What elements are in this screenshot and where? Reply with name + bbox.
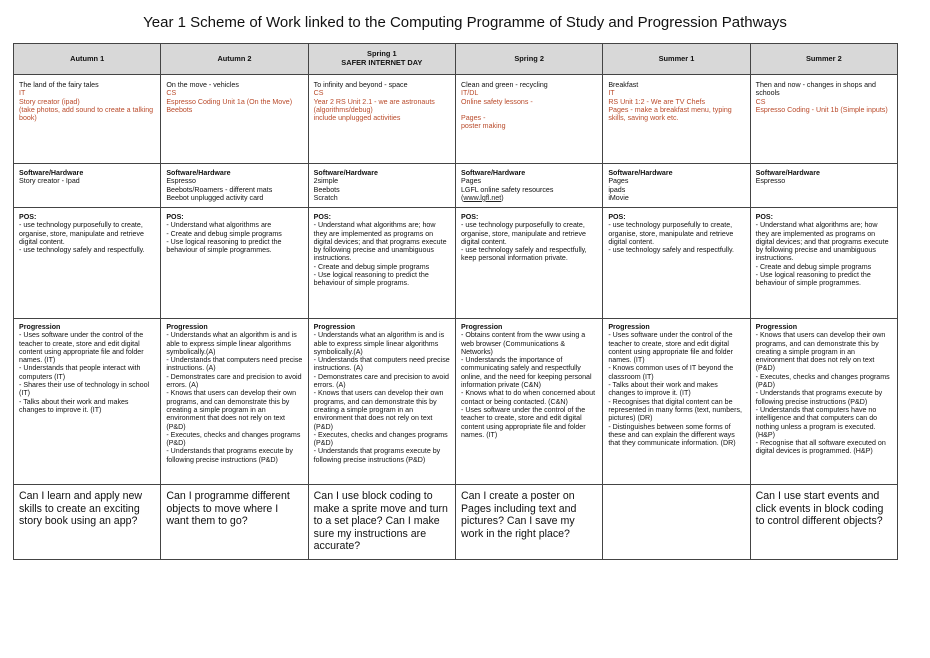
software-item: LGFL online safety resources (460, 185, 554, 194)
topic-title: Then and now - changes in shops and schools (755, 81, 876, 98)
question-cell: Can I use block coding to make a sprite move and turn to a set place? Can I make sure my instructions are accurate? (308, 485, 455, 560)
topic-cell (308, 75, 455, 164)
pos-item: - use technology safely and respectfully. (608, 246, 734, 255)
pos-item: - Create and debug simple programs (755, 262, 872, 271)
topic-title: To infinity and beyond - space (313, 81, 408, 89)
progression-item: - Knows what to do when concerned about contact or being contacted. (C&N) (460, 389, 596, 406)
pos-item: - Create and debug simple programs (166, 229, 282, 238)
pos-heading: POS: (313, 213, 331, 221)
topic-subject: CS (166, 89, 177, 98)
question-cell: Can I learn and apply new skills to create an exciting story book using an app? (14, 485, 161, 560)
topic-detail: Online safety lessons - (460, 97, 533, 106)
pos-row (14, 208, 898, 319)
topic-subject: IT/DL (460, 89, 479, 98)
lgfl-link[interactable] (461, 194, 597, 202)
pos-item: - Use logical reasoning to predict the behaviour of simple programmes. (166, 237, 282, 255)
header-label: Spring 1 (367, 49, 397, 59)
progression-item: - Demonstrates care and precision to avoid errors. (A) (166, 372, 302, 390)
progression-heading: Progression (460, 323, 503, 331)
topic-row (14, 75, 898, 164)
topic-detail: RS Unit 1:2 - We are TV Chefs (608, 97, 706, 106)
pos-heading: POS: (608, 213, 626, 221)
topic-subject: CS (755, 97, 766, 106)
topic-title: Breakfast (608, 81, 639, 89)
topic-detail-spacer (461, 106, 597, 114)
progression-item: - Executes, checks and changes programs (P&D) (313, 430, 448, 448)
software-item: 2simple (313, 177, 339, 186)
header-label: Autumn 2 (217, 53, 252, 63)
pos-item: - Create and debug simple programs (313, 262, 430, 271)
progression-item: - Shares their use of technology in school (IT) (19, 381, 150, 398)
lgfl-url[interactable]: www.lgfl.net (463, 193, 502, 202)
progression-item: - Understands that computers need precise instructions. (A) (313, 356, 450, 373)
software-heading: Software/Hardware (460, 169, 526, 177)
header-spring-2 (455, 44, 602, 75)
topic-detail: Pages - make a breakfast menu, typing skills, saving work etc. (608, 105, 732, 123)
software-item: Pages (460, 177, 482, 186)
topic-detail: Espresso Coding Unit 1a (On the Move) (166, 97, 293, 106)
pos-cell (308, 208, 455, 319)
software-item: Espresso (755, 177, 786, 186)
topic-detail: Pages - (460, 114, 486, 123)
question-cell: Can I create a poster on Pages including text and pictures? Can I save my work in the right place? (455, 485, 602, 560)
progression-item: - Knows that users can develop their own programs, and can demonstrate this by creating a simple program in an environment that does not rely on text (P&D) (755, 331, 886, 373)
pos-cell (603, 208, 750, 319)
topic-title: The land of the fairy tales (19, 81, 99, 89)
header-label: Summer 1 (658, 53, 695, 63)
software-item: Pages (608, 177, 629, 186)
pos-item: - Understand what algorithms are; how they are implemented as programs on digital devices; and that programs execute by following precise and unambiguous instructions. (313, 221, 447, 263)
progression-item: - Uses software under the control of the teacher to create, store and edit digital content using appropriate file and folder names. (IT) (608, 331, 733, 365)
question-cell: Can I programme different objects to move where I want them to go? (161, 485, 308, 560)
progression-item: - Understands the importance of communicating safely and respectfully online, and the need for keeping personal information private (C&N) (460, 356, 592, 390)
progression-item: - Uses software under the control of the teacher to create, store and edit digital content using appropriate file and folder names. (IT) (19, 331, 144, 365)
progression-item: - Understands that people interact with computers (IT) (19, 364, 141, 381)
software-heading: Software/Hardware (166, 169, 231, 177)
progression-item: - Understands what an algorithm is and is able to express simple linear algorithms symbolically.(A) (313, 331, 445, 356)
topic-detail: include unplugged activities (313, 114, 401, 123)
pos-item: - Understand what algorithms are; how they are implemented as programs on digital devices; and that programs execute by following precise and unambiguous instructions. (755, 221, 889, 263)
progression-cell (603, 319, 750, 485)
pos-cell (455, 208, 602, 319)
progression-item: - Demonstrates care and precision to avoid errors. (A) (313, 372, 449, 390)
topic-subject: IT (19, 89, 26, 98)
header-sublabel: SAFER INTERNET DAY (341, 58, 423, 67)
progression-item: - Understands that programs execute by following precise instructions (P&D) (166, 447, 293, 464)
pos-cell (750, 208, 897, 319)
software-cell (308, 164, 455, 208)
topic-detail: Espresso Coding - Unit 1b (Simple inputs) (755, 105, 888, 114)
software-item: iMovie (608, 193, 629, 202)
progression-row (14, 319, 898, 485)
pos-heading: POS: (460, 213, 479, 221)
header-row (14, 44, 898, 75)
pos-item: - use technology purposefully to create, organise, store, manipulate and retrieve digital content. (19, 221, 144, 246)
page-title: Year 1 Scheme of Work linked to the Computing Programme of Study and Progression Pathways (143, 14, 787, 31)
question-cell: Can I use start events and click events in block coding to control different objects? (750, 485, 897, 560)
software-heading: Software/Hardware (755, 169, 820, 177)
software-item: ipads (608, 185, 626, 194)
topic-detail: poster making (460, 122, 506, 131)
progression-item: - Understands what an algorithm is and is able to express simple linear algorithms symbolically.(A) (166, 331, 297, 356)
progression-heading: Progression (166, 323, 208, 331)
software-item: Beebots/Roamers - different mats (166, 185, 273, 194)
progression-item: - Understands that programs execute by following precise instructions (P&D) (313, 447, 441, 464)
header-summer-1 (603, 44, 750, 75)
topic-cell (161, 75, 308, 164)
pos-cell (161, 208, 308, 319)
pos-cell (14, 208, 161, 319)
software-item: Beebot unplugged activity card (166, 193, 264, 202)
progression-item: - Knows that users can develop their own programs, and can demonstrate this by creating a simple program in an environment that does not rely on text (P&D) (313, 389, 444, 431)
progression-item: - Knows that users can develop their own programs, and can demonstrate this by creating a simple program in an environment that does not rely on text (P&D) (166, 389, 297, 431)
progression-cell (161, 319, 308, 485)
topic-detail: (take photos, add sound to create a talking book) (19, 105, 154, 123)
topic-subject: IT (608, 89, 615, 98)
software-cell (455, 164, 602, 208)
progression-cell (750, 319, 897, 485)
progression-heading: Progression (608, 323, 650, 331)
pos-item: - Use logical reasoning to predict the behaviour of simple programs. (313, 271, 429, 288)
software-cell (14, 164, 161, 208)
progression-heading: Progression (313, 323, 356, 331)
topic-detail: Beebots (166, 105, 193, 114)
topic-cell (603, 75, 750, 164)
software-cell (161, 164, 308, 208)
header-autumn-1 (14, 44, 161, 75)
pos-item: - use technology purposefully to create, organise, store, manipulate and retrieve digital content. (460, 221, 586, 246)
topic-subject: CS (313, 89, 324, 98)
progression-item: - Talks about their work and makes changes to improve it. (IT) (608, 381, 718, 398)
topic-detail: (algorithms/debug) (313, 105, 373, 114)
pos-item: - use technology safely and respectfully, keep personal information private. (460, 246, 587, 263)
topic-cell (455, 75, 602, 164)
progression-item: - Understands that computers have no intelligence and that computers can do nothing unless a program is executed. (H&P) (755, 405, 878, 439)
software-heading: Software/Hardware (608, 169, 673, 177)
topic-detail: Year 2 RS Unit 2.1 - we are astronauts (313, 97, 435, 106)
progression-cell (455, 319, 602, 485)
header-label: Autumn 1 (70, 53, 105, 63)
progression-item: - Talks about their work and makes changes to improve it. (IT) (19, 397, 129, 414)
progression-item: - Executes, checks and changes programs (P&D) (755, 372, 890, 390)
progression-item: - Recognise that all software executed on digital devices is programmed. (H&P) (755, 439, 886, 456)
pos-item: - Use logical reasoning to predict the behaviour of simple programmes. (755, 271, 871, 288)
pos-item: - Understand what algorithms are (166, 221, 272, 230)
software-row (14, 164, 898, 208)
progression-heading: Progression (19, 323, 61, 331)
header-label: Summer 2 (805, 53, 842, 63)
pos-heading: POS: (755, 213, 773, 221)
topic-cell (750, 75, 897, 164)
software-cell (750, 164, 897, 208)
pos-heading: POS: (19, 213, 37, 221)
software-item: Espresso (166, 177, 196, 186)
scheme-table (13, 43, 898, 560)
question-row (14, 485, 898, 560)
software-item: Scratch (313, 193, 338, 202)
progression-item: - Obtains content from the www using a web browser (Communications & Networks) (460, 331, 586, 356)
software-heading: Software/Hardware (313, 169, 378, 177)
software-item: Story creator - Ipad (19, 177, 80, 186)
progression-cell (14, 319, 161, 485)
topic-title: On the move - vehicles (166, 81, 239, 89)
header-spring-1 (308, 44, 455, 75)
pos-item: - use technology purposefully to create, organise, store, manipulate and retrieve digital content. (608, 221, 734, 246)
pos-heading: POS: (166, 213, 184, 221)
progression-item: - Knows common uses of IT beyond the classroom (IT) (608, 364, 734, 381)
pos-item: - use technology safely and respectfully. (19, 246, 145, 255)
progression-heading: Progression (755, 323, 798, 331)
topic-title: Clean and green - recycling (460, 81, 548, 89)
progression-item: - Uses software under the control of the teacher to create, store and edit digital content using appropriate file and folder names. (IT) (460, 405, 586, 439)
progression-item: - Distinguishes between some forms of these and can explain the different ways that they communicate information. (DR) (608, 422, 736, 448)
question-cell (603, 485, 750, 560)
topic-detail: Story creator (ipad) (19, 97, 80, 106)
header-autumn-2 (161, 44, 308, 75)
progression-item: - Understands that computers need precise instructions. (A) (166, 356, 303, 373)
progression-item: - Recognises that digital content can be represented in many forms (text, numbers, pictures) (DR) (608, 397, 742, 423)
header-summer-2 (750, 44, 897, 75)
software-item: Beebots (313, 185, 340, 194)
progression-item: - Understands that programs execute by following precise instructions (P&D) (755, 389, 883, 406)
software-heading: Software/Hardware (19, 169, 84, 177)
lgfl-link-text[interactable]: (www.lgfl.net) (460, 193, 504, 202)
header-label: Spring 2 (514, 53, 544, 63)
progression-item: - Executes, checks and changes programs (P&D) (166, 430, 301, 448)
topic-cell (14, 75, 161, 164)
progression-cell (308, 319, 455, 485)
software-cell (603, 164, 750, 208)
